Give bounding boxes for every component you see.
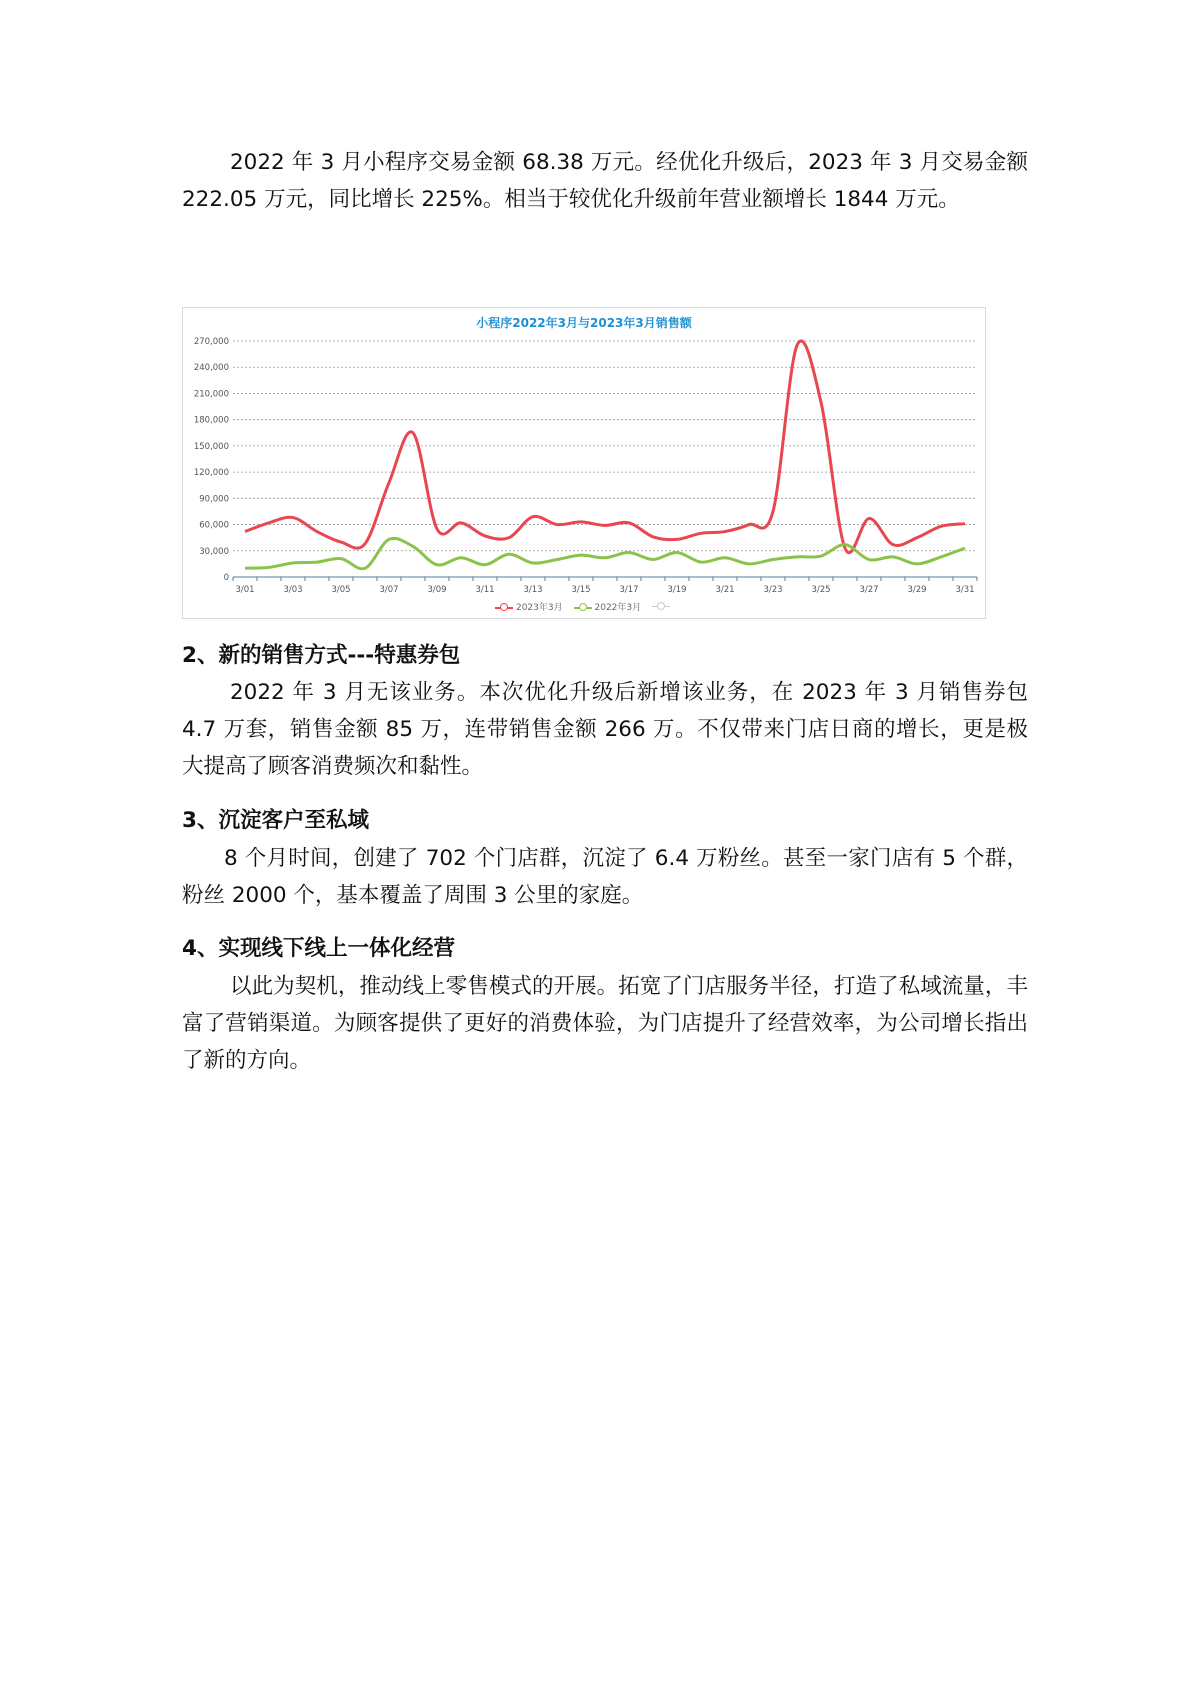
legend-item-2022[interactable] xyxy=(574,600,642,613)
x-tick-label: 3/13 xyxy=(523,585,543,595)
legend-label-2023: 2023年3月 xyxy=(515,603,563,613)
y-tick-label: 60,000 xyxy=(199,520,229,531)
x-tick-label: 3/01 xyxy=(235,585,255,595)
x-tick-label: 3/31 xyxy=(955,585,975,595)
x-tick-label: 3/25 xyxy=(811,585,831,595)
legend-label-2022: 2022年3月 xyxy=(594,603,642,613)
x-tick-label: 3/19 xyxy=(667,585,687,595)
x-tick-label: 3/23 xyxy=(763,585,783,595)
x-tick-label: 3/05 xyxy=(331,585,351,595)
section3-heading: 3、沉淀客户至私域 xyxy=(182,808,369,833)
x-tick-label: 3/17 xyxy=(619,585,639,595)
y-tick-label: 120,000 xyxy=(193,468,229,479)
x-tick-label: 3/21 xyxy=(715,585,735,595)
x-tick-label: 3/15 xyxy=(571,585,591,595)
x-tick-label: 3/07 xyxy=(379,585,399,595)
y-tick-label: 240,000 xyxy=(193,363,229,374)
y-tick-label: 30,000 xyxy=(199,546,229,557)
section4-paragraph: 以此为契机，推动线上零售模式的开展。拓宽了门店服务半径，打造了私域流量，丰富了营销渠道。为顾客提供了更好的消费体验，为门店提升了经营效率，为公司增长指出了新的方向。 xyxy=(182,974,1028,1073)
x-tick-label: 3/11 xyxy=(475,585,495,595)
chart-title: 小程序2022年3月与2023年3月销售额 xyxy=(476,316,692,330)
y-tick-label: 210,000 xyxy=(193,389,229,400)
y-tick-label: 150,000 xyxy=(193,441,229,452)
y-tick-label: 180,000 xyxy=(193,415,229,426)
section2-paragraph: 2022 年 3 月无该业务。本次优化升级后新增该业务，在 2023 年 3 月销售券包 4.7 万套，销售金额 85 万，连带销售金额 266 万。不仅带来门店日商的增长，更是极大提高了顾客消费频次和黏性。 xyxy=(182,680,1028,779)
y-tick-label: 270,000 xyxy=(193,337,229,347)
intro-paragraph: 2022 年 3 月小程序交易金额 68.38 万元。经优化升级后，2023 年 3 月交易金额 222.05 万元，同比增长 225%。相当于较优化升级前年营业额增长 1844 万元。 xyxy=(182,150,1028,212)
legend-item-2023[interactable] xyxy=(495,600,563,613)
x-tick-label: 3/29 xyxy=(907,585,927,595)
x-tick-label: 3/27 xyxy=(859,585,879,595)
section3-paragraph: 8 个月时间，创建了 702 个门店群，沉淀了 6.4 万粉丝。甚至一家门店有 5 个群，粉丝 2000 个，基本覆盖了周围 3 公里的家庭。 xyxy=(182,846,1028,908)
y-tick-label: 0 xyxy=(223,573,229,583)
x-tick-label: 3/03 xyxy=(283,585,303,595)
chart-plot xyxy=(183,308,987,620)
legend-item-empty[interactable] xyxy=(652,602,673,612)
y-tick-label: 90,000 xyxy=(199,494,229,505)
x-tick-label: 3/09 xyxy=(427,585,447,595)
section2-heading: 2、新的销售方式---特惠券包 xyxy=(182,643,461,668)
chart-legend xyxy=(183,600,985,613)
series-line-0 xyxy=(245,341,965,553)
section4-heading: 4、实现线下线上一体化经营 xyxy=(182,936,455,961)
sales-line-chart xyxy=(182,307,986,619)
